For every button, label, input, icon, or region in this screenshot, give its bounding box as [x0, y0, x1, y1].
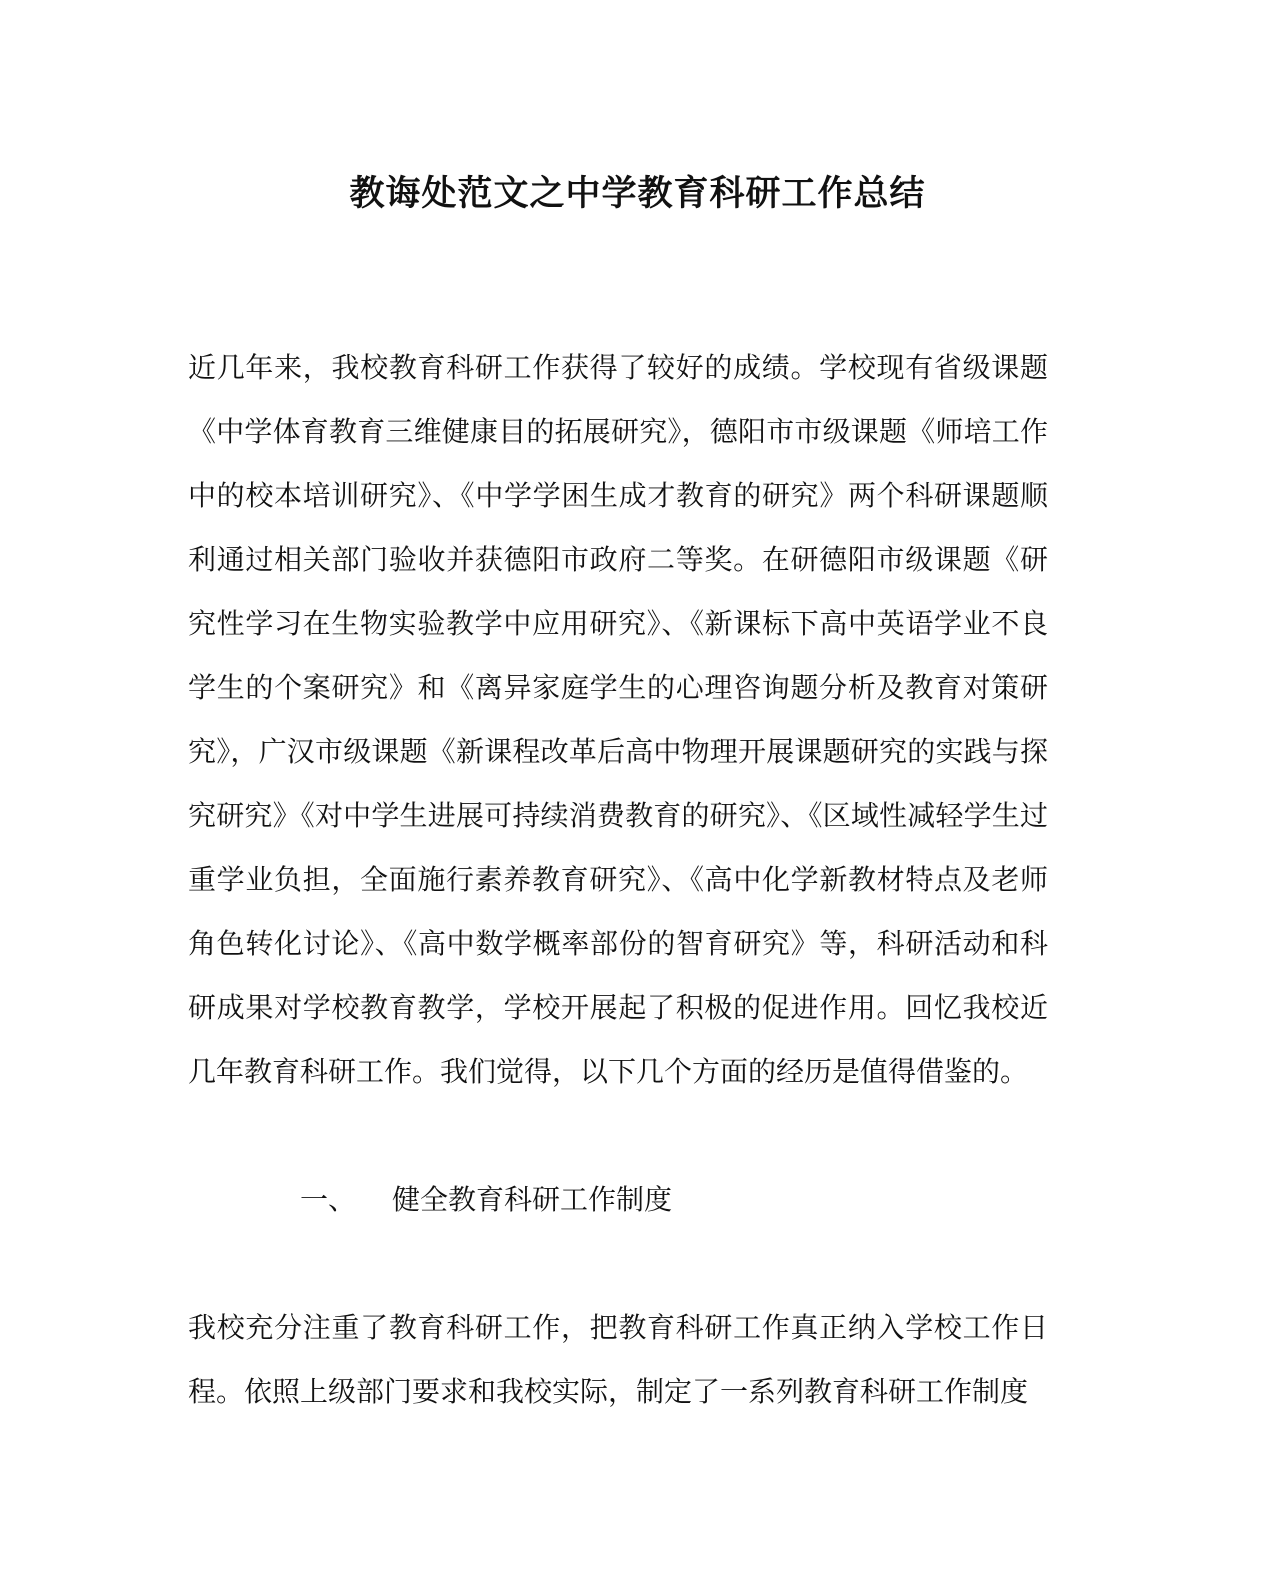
- section-number: 一、: [300, 1183, 357, 1216]
- intro-paragraph: 近几年来，我校教育科研工作获得了较好的成绩。学校现有省级课题《中学体育教育三维健康目的拓展研究》，德阳市市级课题《师培工作中的校本培训研究》、《中学学困生成才教育的研究》两个科研课题顺利通过相关部门验收并获德阳市政府二等奖。在研德阳市级课题《研究性学习在生物实验教学中应用研究》、《新课标下高中英语学业不良学生的个案研究》和《离异家庭学生的心理咨询题分析及教育对策研究》，广汉市级课题《新课程改革后高中物理开展课题研究的实践与探究研究》《对中学生进展可持续消费教育的研究》、《区域性减轻学生过重学业负担，全面施行素养教育研究》、《高中化学新教材特点及老师角色转化讨论》、《高中数学概率部份的智育研究》等，科研活动和科研成果对学校教育教学，学校开展起了积极的促进作用。回忆我校近几年教育科研工作。我们觉得，以下几个方面的经历是值得借鉴的。: [188, 351, 1048, 1088]
- document-title: 教诲处范文之中学教育科研工作总结: [349, 173, 926, 214]
- section-heading-text: 健全教育科研工作制度: [392, 1183, 673, 1216]
- section-paragraph: 我校充分注重了教育科研工作，把教育科研工作真正纳入学校工作日程。依照上级部门要求和我校实际，制定了一系列教育科研工作制度: [188, 1311, 1048, 1408]
- section-heading: [300, 1168, 672, 1232]
